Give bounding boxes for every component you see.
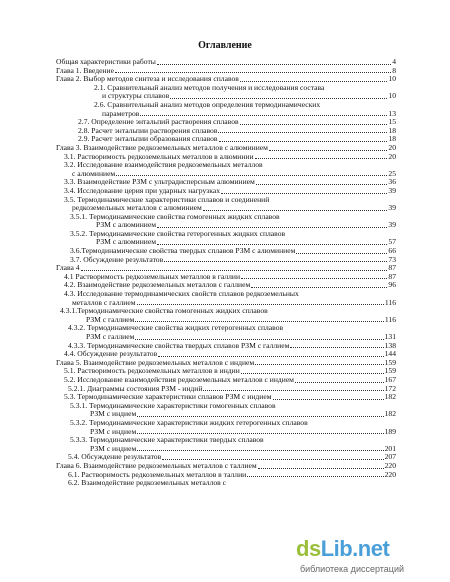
toc-entry — [56, 359, 396, 368]
toc-entry-label: Общая характеристики работы — [56, 58, 156, 66]
table-of-contents — [56, 58, 396, 488]
page-title: Оглавление — [198, 40, 252, 51]
toc-entry-label: 4.3. Исследование термодинамических свойств сплавов редкоземельных — [64, 289, 299, 299]
toc-entry — [56, 436, 396, 445]
toc-entry-label: РЗМ с галлием — [86, 315, 135, 324]
toc-entry — [56, 333, 396, 342]
toc-entry-label: редкоземельных металлов с алюминием — [72, 204, 202, 213]
toc-entry — [56, 273, 396, 282]
toc-leader-dots — [203, 389, 383, 391]
toc-leader-dots — [137, 303, 384, 305]
toc-entry-label: 4.3.3. Термодинамические свойства твердых сплавов РЗМ с галлием — [68, 341, 290, 350]
toc-leader-dots — [115, 71, 391, 73]
toc-leader-dots — [81, 269, 388, 271]
toc-entry-label: 3.1. Растворимость редкоземельных металлов в алюминии — [64, 152, 254, 161]
toc-leader-dots — [251, 286, 387, 288]
toc-entry-label: Глава 1. Введение — [56, 66, 114, 75]
toc-entry-page: 25 — [388, 168, 396, 178]
toc-entry-label: 2.6. Сравнительный анализ методов определения термодинамических — [94, 99, 321, 109]
toc-entry — [56, 170, 396, 179]
toc-leader-dots — [269, 149, 387, 151]
toc-entry-label: 4.4. Обсуждение результатов — [64, 350, 158, 359]
toc-entry — [56, 462, 396, 471]
toc-entry-label: Глава 2. Выбор методов синтеза и исследования сплавов — [56, 75, 239, 84]
toc-entry-page: 182 — [384, 409, 396, 419]
toc-leader-dots — [255, 157, 388, 159]
toc-leader-dots — [137, 432, 383, 434]
toc-entry — [56, 290, 396, 299]
toc-entry-page: 159 — [384, 357, 396, 367]
toc-entry-label: Глава 4 — [56, 264, 80, 273]
toc-entry — [56, 453, 396, 462]
toc-entry-label: Глава 3. Взаимодействие редкоземельных металлов с алюминием — [56, 143, 268, 152]
toc-leader-dots — [240, 80, 388, 82]
toc-entry — [56, 118, 396, 127]
toc-entry — [56, 161, 396, 170]
toc-entry — [56, 110, 396, 119]
toc-entry-label: 5.2.1. Диаграммы состояния РЗМ - индий — [68, 384, 203, 393]
toc-leader-dots — [255, 363, 383, 365]
toc-entry — [56, 256, 396, 265]
toc-entry-page: 220 — [384, 460, 396, 470]
toc-leader-dots — [273, 398, 384, 400]
toc-entry-label: 3.5.2. Термодинамические свойства гетерогенных жидких сплавов — [70, 228, 286, 238]
toc-entry-page: 57 — [388, 237, 396, 247]
toc-entry-page: 73 — [388, 254, 396, 264]
toc-entry — [56, 419, 396, 428]
toc-entry — [56, 101, 396, 110]
toc-leader-dots — [290, 346, 383, 348]
toc-leader-dots — [295, 381, 384, 383]
toc-leader-dots — [241, 372, 384, 374]
toc-entry-page: 172 — [384, 383, 396, 393]
toc-entry — [56, 196, 396, 205]
toc-entry — [56, 135, 396, 144]
toc-entry-label: 6.2. Взаимодействие редкоземельных металлов с — [68, 478, 227, 488]
toc-entry-label: 2.9. Расчет энтальпии образования сплавов — [78, 135, 218, 144]
toc-entry-label: параметров — [102, 109, 140, 118]
toc-entry-page: 20 — [388, 151, 396, 161]
toc-entry-label: 5.3.3. Термодинамические характеристики твердых сплавов — [70, 435, 264, 445]
toc-leader-dots — [137, 449, 383, 451]
toc-entry-label: 3.5.1. Термодинамические свойства гомогенных жидких сплавов — [70, 211, 280, 221]
toc-entry — [56, 230, 396, 239]
toc-leader-dots — [157, 63, 391, 65]
toc-entry-label: 2.1. Сравнительный анализ методов получения и исследования состава — [94, 82, 325, 92]
toc-entry-page: 18 — [388, 134, 396, 144]
toc-entry-label: 2.7. Определение энтальпий растворения сплавов — [78, 118, 239, 127]
toc-entry-page: 189 — [384, 426, 396, 436]
toc-entry-page: 4 — [392, 57, 396, 66]
toc-entry-label: Глава 6. Взаимодействие редкоземельных металлов с таллием — [56, 461, 257, 470]
toc-entry-label: с алюминием — [72, 169, 116, 178]
toc-leader-dots — [157, 243, 387, 245]
toc-entry-page: 138 — [384, 340, 396, 350]
toc-entry — [56, 307, 396, 316]
toc-leader-dots — [221, 192, 387, 194]
toc-entry-label: 3.2. Исследование взаимодействия редкоземельных металлов — [64, 160, 263, 170]
toc-entry-page: 159 — [384, 366, 396, 376]
toc-entry-page: 116 — [384, 297, 396, 307]
toc-entry — [56, 58, 396, 67]
toc-entry-label: 4.3.2. Термодинамические свойства жидких гетерогенных сплавов — [68, 323, 284, 333]
toc-entry-label: 6.1. Растворимость редкоземельных металлов в таллии — [68, 470, 247, 479]
toc-entry-label: РЗМ с индием — [90, 444, 137, 453]
toc-entry-label: 5.1. Растворимость редкоземельных металлов в индии — [64, 367, 240, 376]
toc-leader-dots — [247, 475, 383, 477]
toc-entry-label: 3.6.Термодинамические свойства твердых сплавов РЗМ с алюминием — [70, 247, 296, 256]
toc-entry-page: 182 — [384, 392, 396, 402]
toc-entry-label: Глава 5. Взаимодействие редкоземельных металлов с индием — [56, 358, 255, 367]
toc-leader-dots — [116, 174, 387, 176]
toc-entry — [56, 67, 396, 76]
toc-entry-page: 18 — [388, 125, 396, 135]
toc-entry-label: 4.2. Взаимодействие редкоземельных металлов с галлием — [64, 281, 251, 290]
toc-entry-label: металлов с галлием — [72, 298, 136, 307]
toc-leader-dots — [240, 123, 388, 125]
toc-leader-dots — [218, 131, 387, 133]
toc-entry-page: 20 — [388, 142, 396, 152]
toc-entry-page: 39 — [388, 203, 396, 213]
toc-leader-dots — [137, 415, 383, 417]
toc-entry — [56, 342, 396, 351]
toc-leader-dots — [296, 252, 387, 254]
toc-entry-label: 4.1 Растворимость редкоземельных металлов в галлии — [64, 272, 241, 281]
toc-entry — [56, 367, 396, 376]
toc-entry-label: 5.3.1. Термодинамические характеристики гомогенных сплавов — [70, 400, 276, 410]
toc-leader-dots — [241, 277, 387, 279]
toc-leader-dots — [162, 458, 383, 460]
toc-entry — [56, 324, 396, 333]
toc-entry-label: 4.3.1.Термодинамические свойства гомогенных жидких сплавов — [60, 306, 268, 316]
toc-entry — [56, 213, 396, 222]
toc-entry — [56, 264, 396, 273]
toc-entry-label: 3.3. Взаимодействие РЗМ с ультрадисперсным алюминием — [64, 178, 255, 187]
toc-entry — [56, 178, 396, 187]
toc-leader-dots — [170, 97, 387, 99]
toc-entry-page: 167 — [384, 374, 396, 384]
toc-entry — [56, 385, 396, 394]
watermark-logo — [296, 536, 446, 576]
toc-leader-dots — [164, 260, 387, 262]
toc-leader-dots — [135, 338, 383, 340]
toc-entry — [56, 84, 396, 93]
toc-entry-label: РЗМ с алюминием — [96, 238, 157, 247]
toc-entry — [56, 127, 396, 136]
toc-leader-dots — [219, 140, 388, 142]
toc-leader-dots — [135, 320, 383, 322]
toc-leader-dots — [258, 467, 384, 469]
toc-leader-dots — [203, 209, 388, 211]
toc-entry-page: 87 — [388, 263, 396, 273]
toc-entry-page: 201 — [384, 443, 396, 453]
toc-entry-label: и структуры сплавов — [102, 92, 170, 101]
toc-entry-page: 10 — [388, 91, 396, 101]
toc-leader-dots — [256, 183, 388, 185]
toc-entry-label: РЗМ с индием — [90, 410, 137, 419]
toc-entry-page: 39 — [388, 185, 396, 195]
toc-entry-label: РЗМ с алюминием — [96, 221, 157, 230]
toc-entry-label: 3.7. Обсуждение результатов — [70, 255, 164, 264]
toc-entry-label: РЗМ с галлием — [86, 333, 135, 341]
toc-entry-page: 66 — [388, 246, 396, 256]
toc-entry-page: 39 — [388, 220, 396, 230]
toc-entry-label: 5.3. Термодинамические характеристики сплавов РЗМ с индием — [64, 393, 272, 402]
toc-entry-label: РЗМ с индием — [90, 427, 137, 436]
toc-entry-page: 207 — [384, 452, 396, 462]
toc-entry — [56, 402, 396, 411]
watermark-brand-lib: Lib.net — [320, 536, 390, 561]
watermark-brand-ds: ds — [296, 536, 321, 561]
toc-entry-page: 15 — [388, 117, 396, 127]
toc-entry-label: 2.8. Расчет энтальпии растворения сплавов — [78, 126, 218, 135]
watermark-brand — [296, 536, 389, 562]
toc-leader-dots — [157, 226, 387, 228]
toc-leader-dots — [158, 355, 383, 357]
toc-entry-page: 116 — [384, 314, 396, 324]
toc-entry-page: 96 — [388, 280, 396, 290]
toc-entry-page: 8 — [392, 65, 396, 75]
toc-entry-label: 3.4. Исследование церия при ударных нагрузках — [64, 186, 220, 195]
toc-entry — [56, 247, 396, 256]
toc-entry-page: 10 — [388, 74, 396, 84]
toc-entry-label: 5.2. Исследование взаимодействия редкоземельных металлов с индием — [64, 375, 294, 384]
toc-entry-page: 87 — [388, 271, 396, 281]
toc-entry-page: 131 — [384, 332, 396, 341]
toc-entry — [56, 376, 396, 385]
toc-entry — [56, 479, 396, 488]
toc-entry-label: 5.3.2. Термодинамические характеристики жидких гетерогенных сплавов — [70, 417, 308, 427]
toc-entry-label: 3.5. Термодинамические характеристики сплавов и соединений — [64, 194, 270, 204]
toc-entry — [56, 445, 396, 454]
toc-entry — [56, 144, 396, 153]
toc-entry — [56, 238, 396, 247]
toc-entry-page: 220 — [384, 469, 396, 479]
toc-entry-page: 13 — [388, 108, 396, 118]
toc-entry — [56, 350, 396, 359]
watermark-subtitle: библиотека диссертаций — [300, 564, 405, 574]
toc-entry-page: 36 — [388, 177, 396, 187]
toc-entry-label: 5.4. Обсуждение результатов — [68, 453, 162, 462]
toc-entry-page: 144 — [384, 349, 396, 359]
toc-leader-dots — [140, 114, 387, 116]
